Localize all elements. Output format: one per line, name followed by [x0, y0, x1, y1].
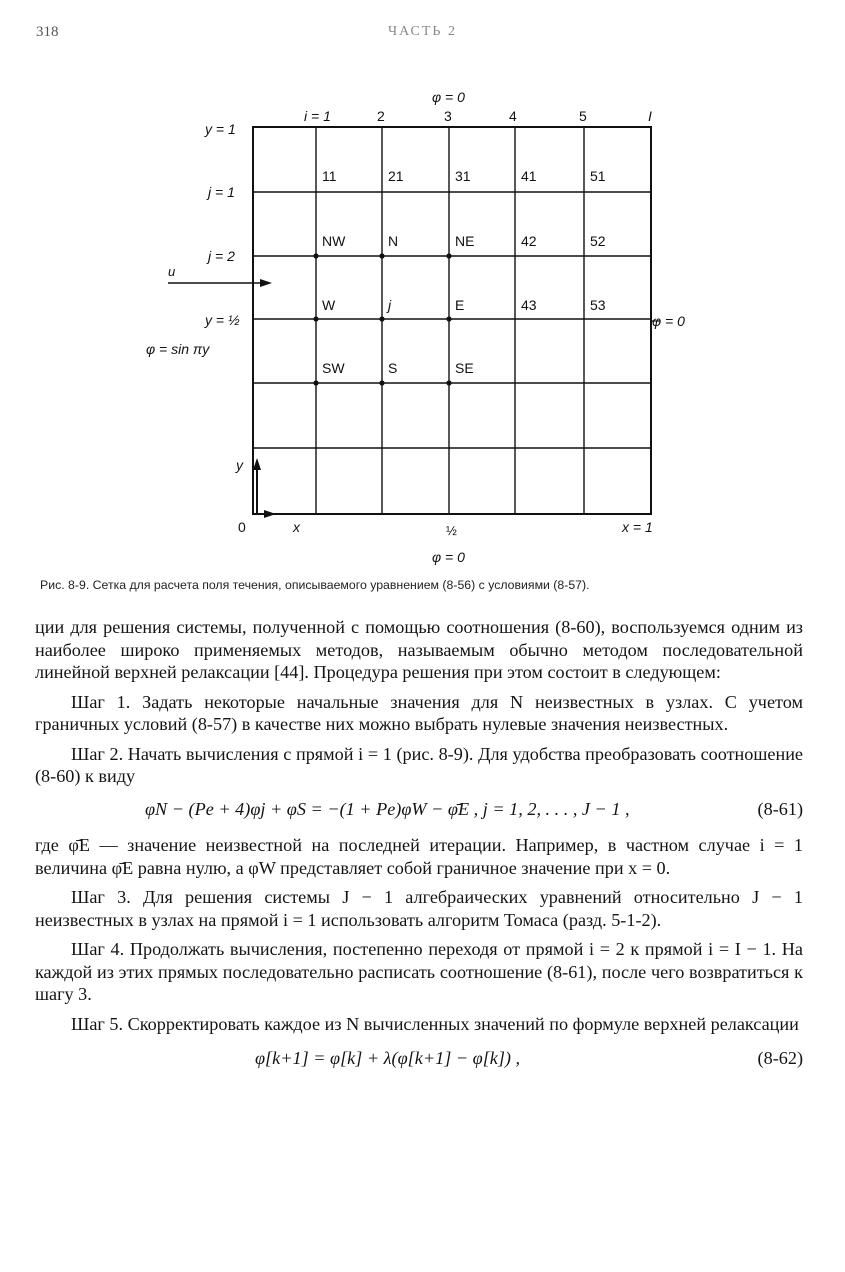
cell-label-41: 41 [521, 168, 537, 184]
running-head: ЧАСТЬ 2 [388, 24, 457, 39]
bottom-boundary-label: φ = 0 [432, 549, 465, 565]
y-axis-arrow [253, 458, 261, 470]
x-half-label: ½ [446, 523, 457, 538]
flow-arrow-head [260, 279, 272, 287]
equation-8-61-body: φN − (Pe + 4)φj + φS = −(1 + Pe)φW − φ̄E , j = 1, 2, . . . , J − 1 , [145, 798, 630, 819]
y-one-label: y = 1 [205, 121, 236, 137]
flow-label: u [168, 264, 176, 279]
y-half-label: y = ½ [205, 312, 240, 328]
i-label-2: 2 [377, 108, 385, 124]
cell-label-11: 11 [322, 168, 337, 184]
paragraph-step-1: Шаг 1. Задать некоторые начальные значения для N неизвестных в узлах. С учетом граничных условий (8-57) в качестве них можно выбрать нулевые значения неизвестных. [35, 691, 803, 734]
right-boundary-label: φ = 0 [652, 313, 685, 329]
paragraph-where: где φ̄E — значение неизвестной на последней итерации. Например, в частном случае i = 1 величина φ̄E равна нулю, а φW представляет собой граничное значение при x = 0. [35, 835, 803, 878]
cell-label-se: SE [455, 360, 474, 376]
cell-label-31: 31 [455, 168, 471, 184]
i-label-5: 5 [579, 108, 587, 124]
left-boundary-label: φ = sin πy [146, 341, 210, 357]
i-label-1: i = 1 [304, 108, 331, 124]
grid-horizontal-lines [253, 192, 651, 448]
cell-label-ne: NE [455, 233, 475, 249]
cell-label-43: 43 [521, 297, 537, 313]
top-boundary-label: φ = 0 [432, 89, 465, 105]
cell-label-21: 21 [388, 168, 404, 184]
j2-label: j = 2 [208, 248, 235, 264]
grid-outer-boundary [253, 127, 651, 514]
cell-label-w: W [322, 297, 336, 313]
cell-label-53: 53 [590, 297, 606, 313]
cell-label-s: S [388, 360, 398, 376]
cell-label-51: 51 [590, 168, 606, 184]
equation-8-62 [35, 1047, 803, 1070]
paragraph-step-3: Шаг 3. Для решения системы J − 1 алгебраических уравнений относительно J − 1 неизвестных в узлах на прямой i = 1 использовать алгоритм Томаса (разд. 5-1-2). [35, 887, 803, 930]
grid-figure [0, 0, 845, 600]
figure-caption: Рис. 8-9. Сетка для расчета поля течения, описываемого уравнением (8-56) с условиями (8-57). [40, 578, 590, 592]
i-label-I: I [648, 108, 652, 124]
j1-label: j = 1 [208, 184, 235, 200]
i-label-3: 3 [444, 108, 452, 124]
equation-8-61 [35, 798, 803, 821]
equation-8-62-body: φ[k+1] = φ[k] + λ(φ[k+1] − φ[k]) , [255, 1048, 521, 1068]
cell-labels [322, 168, 606, 376]
cell-label-sw: SW [322, 360, 345, 376]
x-one-label: x = 1 [622, 519, 653, 535]
i-label-4: 4 [509, 108, 517, 124]
cell-label-52: 52 [590, 233, 606, 249]
cell-label-j: j [388, 297, 392, 313]
cell-label-nw: NW [322, 233, 346, 249]
cell-label-42: 42 [521, 233, 537, 249]
origin-label: 0 [238, 519, 246, 535]
body-text [35, 616, 803, 1084]
paragraph-1: ции для решения системы, полученной с помощью соотношения (8-60), воспользуемся одним из наиболее широко применяемых методов, называемым обычно методом последовательной линейной верхней релаксации [44]. Процедура решения при этом состоит в следующем: [35, 617, 803, 682]
page-number: 318 [36, 24, 59, 40]
paragraph-step-2: Шаг 2. Начать вычисления с прямой i = 1 (рис. 8-9). Для удобства преобразовать соотношение (8-60) к виду [35, 743, 803, 786]
x-axis-label: x [293, 519, 300, 535]
paragraph-step-5: Шаг 5. Скорректировать каждое из N вычисленных значений по формуле верхней релаксации [71, 1013, 799, 1034]
paragraph-step-4: Шаг 4. Продолжать вычисления, постепенно переходя от прямой i = 2 к прямой i = I − 1. На каждой из этих прямых последовательно расписать соотношение (8-61), после чего возвратиться к шагу 3. [35, 939, 803, 1004]
x-axis-arrow [264, 510, 276, 518]
equation-8-61-number: (8-61) [757, 798, 803, 819]
equation-8-62-number: (8-62) [757, 1048, 803, 1068]
cell-label-n: N [388, 233, 399, 249]
y-axis-label: y [236, 457, 243, 473]
cell-label-e: E [455, 297, 465, 313]
